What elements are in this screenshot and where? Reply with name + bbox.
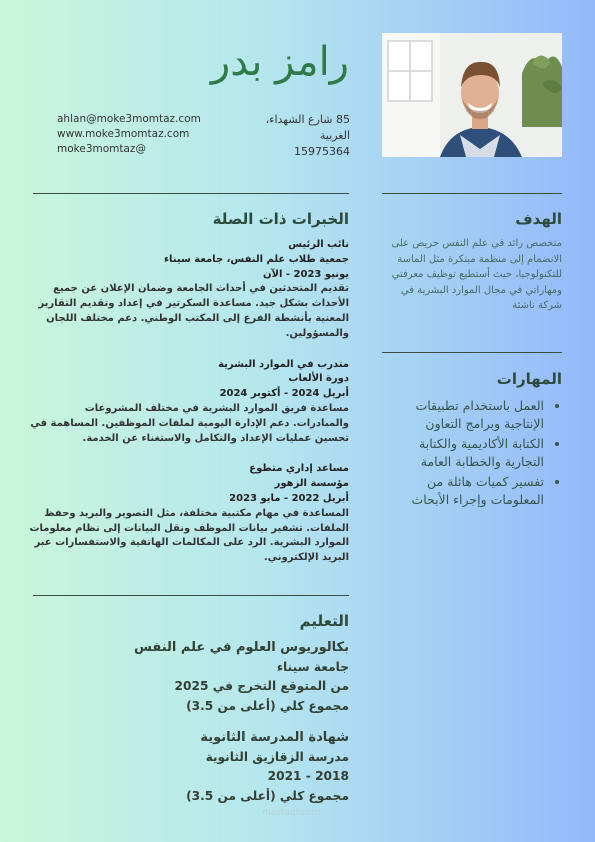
skill-item: • العمل باستخدام تطبيقات الإنتاجية وبرامج التعاون [380,397,544,433]
address-line: الغربية [319,129,350,142]
education-entry [29,728,349,806]
resume-name: رامز بدر [210,39,349,85]
job-description: المساعدة في مهام مكتبية مختلفة، مثل التصوير والبريد وحفظ الملفات. تشفير بيانات الموظف ونقل البيانات إلى نظام معلومات الموارد البشرية. الرد على المكالمات الهاتفية والاستفسارات عبر البريد الإلكتروني. [29,507,349,564]
job-role: متدرب في الموارد البشرية [218,358,349,370]
job-dates: أبريل 2022 - مايو 2023 [229,492,349,504]
address-block [266,112,350,160]
job-role: نائب الرئيس [288,239,349,250]
divider [33,193,349,194]
address-line: 85 شارع الشهداء، [265,113,350,126]
profile-photo [382,33,562,157]
job-org: دورة الألعاب [288,373,349,385]
job-dates: أبريل 2024 - أكتوبر 2024 [219,388,349,400]
education-dates: 2018 - 2021 [267,769,349,783]
email-text: ahlan@moke3momtaz.com [57,113,201,125]
section-title-experience: الخبرات ذات الصلة [212,210,349,228]
website-text: www.moke3momtaz.com [57,128,190,140]
degree-title: بكالوريوس العلوم في علم النفس [134,640,349,655]
skill-item: • تفسير كميات هائلة من المعلومات وإجراء الأبحاث [380,473,544,509]
gpa-text: مجموع كلي (أعلى من 3.5) [186,698,349,713]
school-name: جامعة سيناء [276,659,349,674]
divider [382,193,562,194]
section-title-education: التعليم [299,612,349,630]
job-entry [29,358,349,447]
skills-section [380,370,562,511]
education-entry [29,638,349,716]
job-entry [29,238,349,342]
watermark-text: mostaql.com [262,808,321,818]
job-org: جمعية طلاب علم النفس، جامعة سيناء [163,253,349,265]
gpa-text: مجموع كلي (أعلى من 3.5) [186,788,349,803]
objective-text: متخصص رائد في علم النفس حريص على الانضمام إلى منظمة مبتكرة مثل الماسة للتكنولوجيا، حيث أستطيع توظيف معرفتي ومهاراتي في مجال الموارد البشرية في شركة ناشئة [391,238,562,311]
degree-title: شهادة المدرسة الثانوية [200,730,349,745]
skills-list [380,397,562,509]
contact-block [57,112,201,157]
section-title-skills: المهارات [496,370,562,388]
address-line: 15975364 [294,145,350,158]
job-dates: يونيو 2023 - الآن [263,268,349,280]
divider [33,595,349,596]
education-dates: من المتوقع التخرج في 2025 [174,679,349,693]
education-section [29,612,349,806]
divider [382,352,562,353]
job-description: تقديم المتحدثين في أحداث الجامعة وضمان الإعلان عن جميع الأحداث بشكل جيد. مساعدة السكرتير في إعداد وتقديم التقارير المعنية بأنشطة الفرع إلى المكتب الوطني. دعم مختلف اللجان والمسؤولين. [38,283,349,339]
job-description: مساعدة فريق الموارد البشرية في مختلف المشروعات والمبادرات. دعم الإدارة اليومية لملفات الموظفين. المساهمة في تحسين عمليات الإعداد والتكامل والاستغناء عن الخدمة. [30,402,349,444]
job-entry [29,462,349,566]
section-title-objective: الهدف [515,210,562,228]
experience-section [29,210,349,566]
job-org: مؤسسة الزهور [274,478,349,490]
job-role: مساعد إداري متطوع [249,463,349,475]
skill-item: • الكتابة الأكاديمية والكتابة التجارية والخطابة العامة [380,435,544,471]
social-handle-text: moke3momtaz@ [57,143,146,155]
objective-section [380,210,562,314]
school-name: مدرسة الزقازيق الثانوية [205,749,349,764]
